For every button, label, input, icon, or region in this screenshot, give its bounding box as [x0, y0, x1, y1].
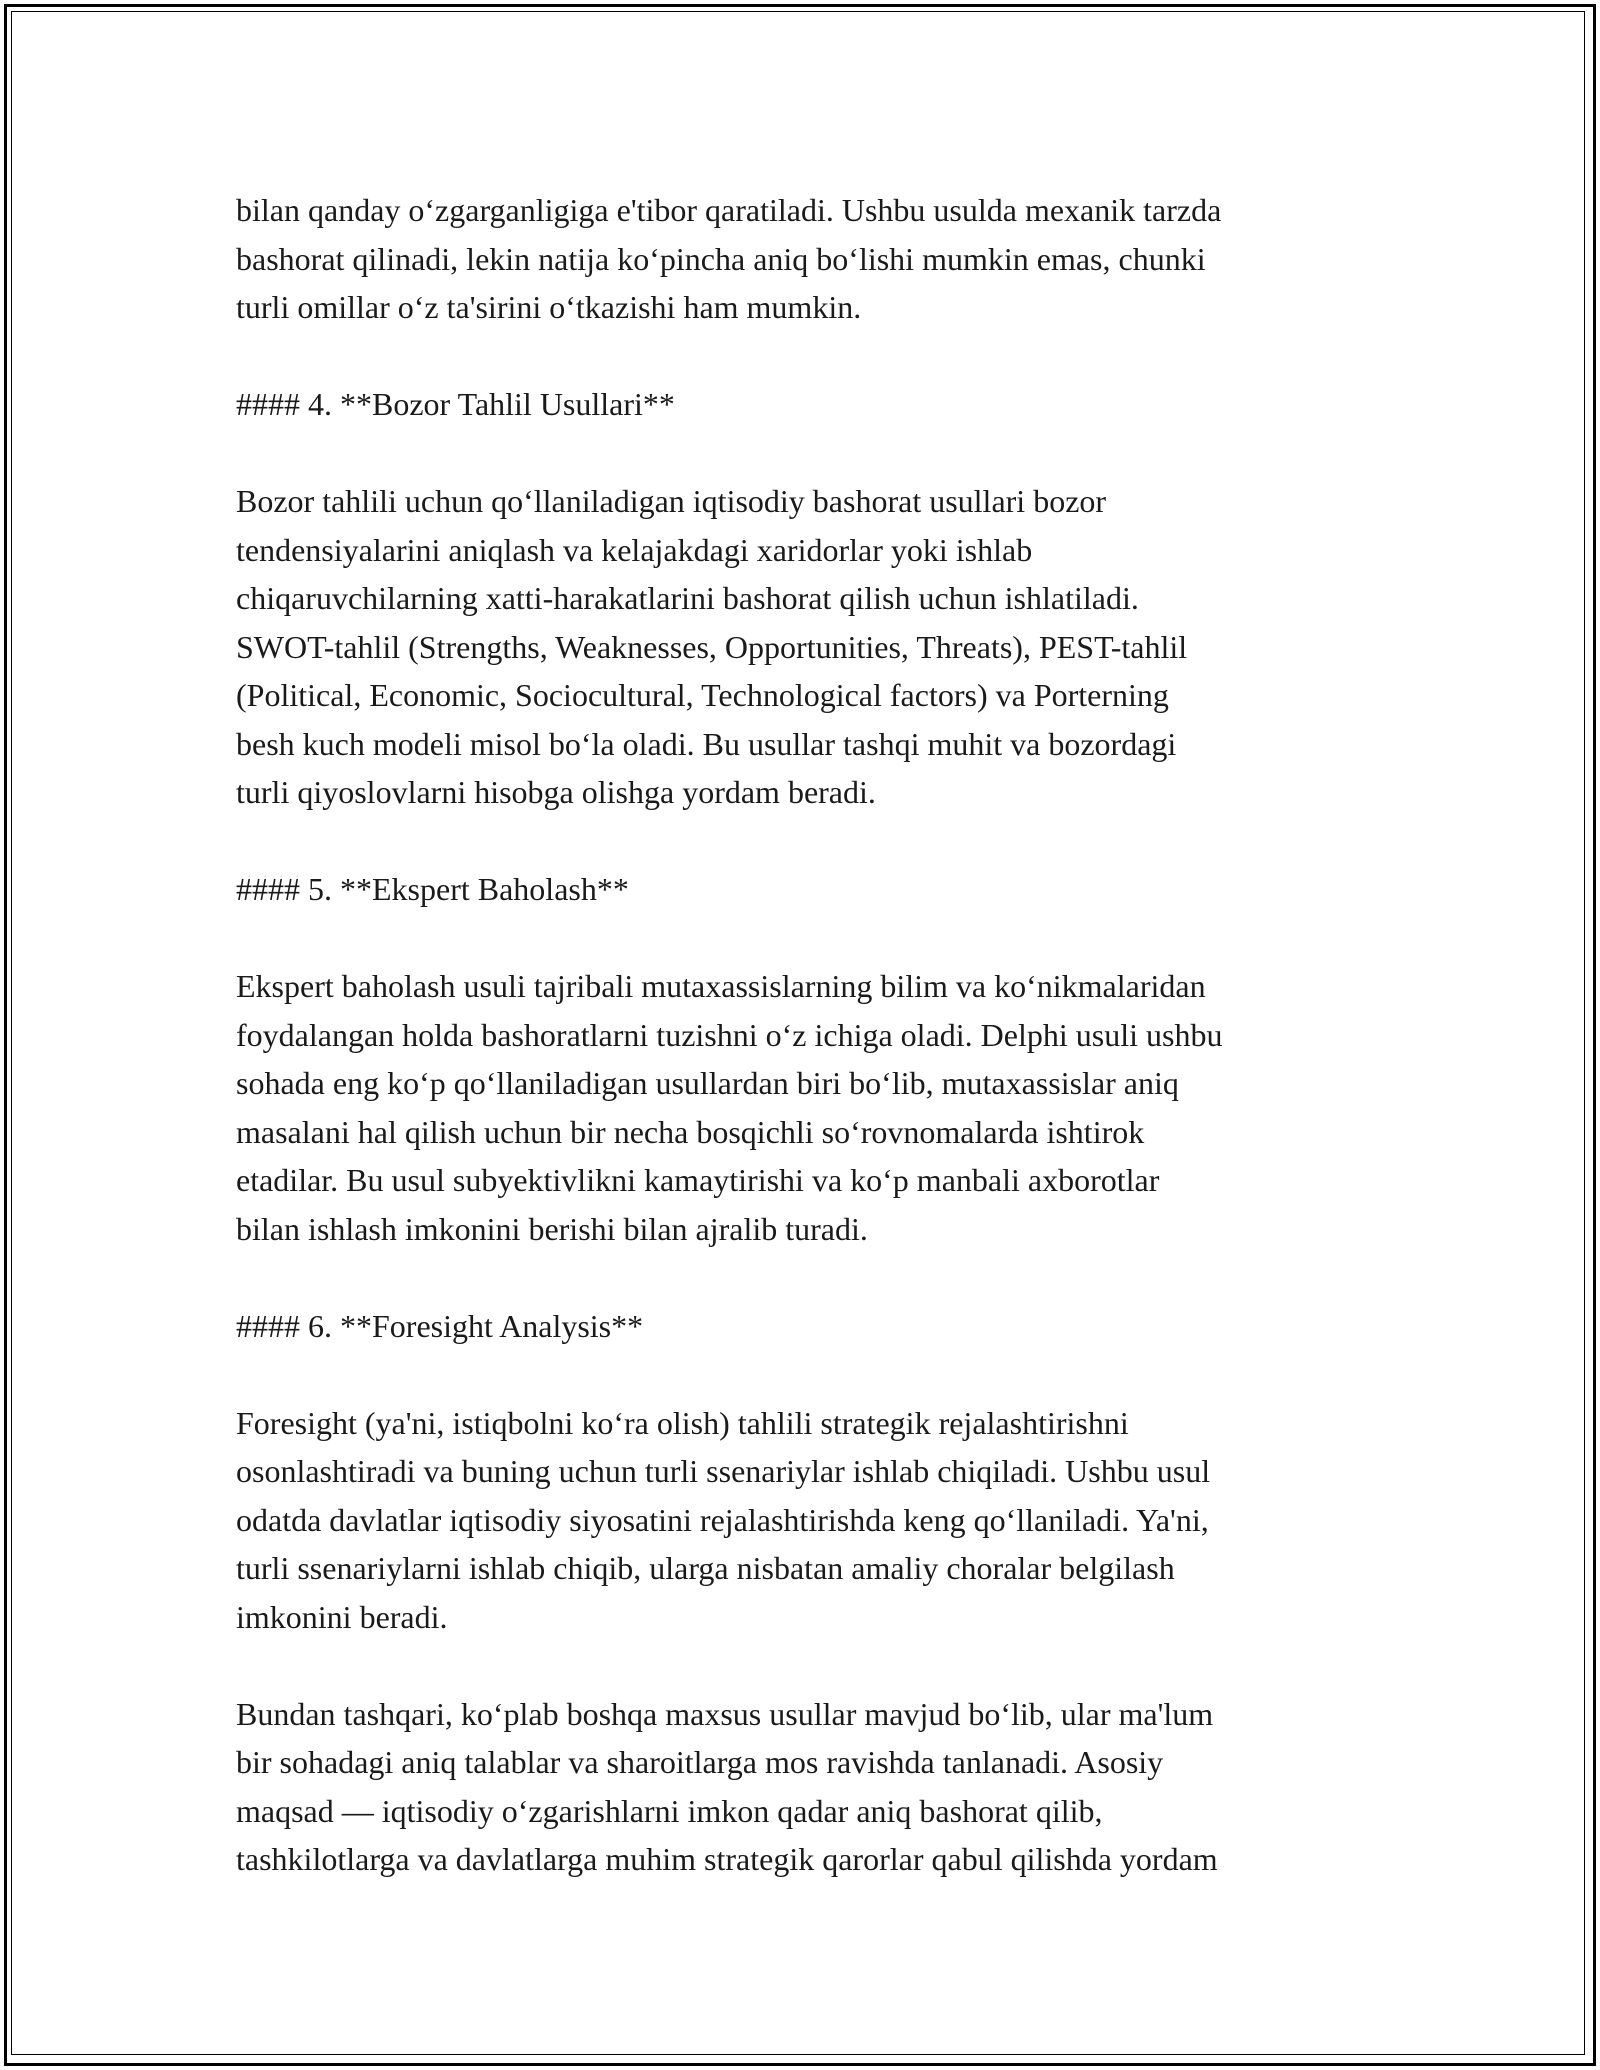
text-line: Foresight (ya'ni, istiqbolni ko‘ra olish) tahlili strategik rejalashtirishni	[236, 1404, 1129, 1441]
text-line: foydalangan holda bashoratlarni tuzishni o‘z ichiga oladi. Delphi usuli ushbu	[236, 1016, 1223, 1053]
section-heading-6	[236, 1302, 1376, 1351]
heading-text: #### 4. **Bozor Tahlil Usullari**	[236, 386, 675, 422]
text-line: SWOT-tahlil (Strengths, Weaknesses, Opportunities, Threats), PEST-tahlil	[236, 628, 1188, 665]
text-line: bir sohadagi aniq talablar va sharoitlarga mos ravishda tanlanadi. Asosiy	[236, 1744, 1164, 1780]
text-line: chiqaruvchilarning xatti-harakatlarini bashorat qilish uchun ishlatiladi.	[236, 580, 1139, 616]
text-line: osonlashtiradi va buning uchun turli ssenariylar ishlab chiqiladi. Ushbu usul	[236, 1453, 1211, 1489]
text-line: masalani hal qilish uchun bir necha bosqichli so‘rovnomalarda ishtirok	[236, 1113, 1145, 1150]
text-line: Ekspert baholash usuli tajribali mutaxassislarning bilim va ko‘nikmalaridan	[236, 968, 1206, 1004]
paragraph	[236, 477, 1376, 817]
text-line: Bozor tahlili uchun qo‘llaniladigan iqtisodiy bashorat usullari bozor	[236, 483, 1107, 519]
document-body	[236, 186, 1376, 1884]
text-line: bilan ishlash imkonini berishi bilan ajralib turadi.	[236, 1210, 868, 1247]
text-line: maqsad — iqtisodiy o‘zgarishlarni imkon qadar aniq bashorat qilib,	[236, 1792, 1103, 1829]
section-heading-5	[236, 865, 1376, 914]
paragraph	[236, 1690, 1376, 1884]
paragraph	[236, 186, 1376, 332]
text-line: (Political, Economic, Sociocultural, Technological factors) va Porterning	[236, 677, 1169, 713]
text-line: besh kuch modeli misol bo‘la oladi. Bu usullar tashqi muhit va bozordagi	[236, 725, 1177, 762]
section-heading-4	[236, 380, 1376, 429]
text-line: sohada eng ko‘p qo‘llaniladigan usullardan biri bo‘lib, mutaxassislar aniq	[236, 1065, 1179, 1101]
text-line: Bundan tashqari, ko‘plab boshqa maxsus usullar mavjud bo‘lib, ular ma'lum	[236, 1695, 1214, 1732]
paragraph	[236, 962, 1376, 1253]
text-line: turli omillar o‘z ta'sirini o‘tkazishi ham mumkin.	[236, 289, 862, 325]
heading-text: #### 5. **Ekspert Baholash**	[236, 871, 629, 907]
text-line: odatda davlatlar iqtisodiy siyosatini rejalashtirishda keng qo‘llaniladi. Ya'ni,	[236, 1501, 1209, 1538]
paragraph	[236, 1399, 1376, 1642]
text-line: bashorat qilinadi, lekin natija ko‘pincha aniq bo‘lishi mumkin emas, chunki	[236, 240, 1206, 277]
text-line: etadilar. Bu usul subyektivlikni kamaytirishi va ko‘p manbali axborotlar	[236, 1162, 1160, 1198]
text-line: bilan qanday o‘zgarganligiga e'tibor qaratiladi. Ushbu usulda mexanik tarzda	[236, 192, 1222, 228]
text-line: turli ssenariylarni ishlab chiqib, ularga nisbatan amaliy choralar belgilash	[236, 1550, 1175, 1586]
heading-text: #### 6. **Foresight Analysis**	[236, 1307, 644, 1344]
text-line: tendensiyalarini aniqlash va kelajakdagi xaridorlar yoki ishlab	[236, 531, 1033, 568]
text-line: tashkilotlarga va davlatlarga muhim strategik qarorlar qabul qilishda yordam	[236, 1841, 1218, 1877]
text-line: turli qiyoslovlarni hisobga olishga yordam beradi.	[236, 774, 876, 810]
text-line: imkonini beradi.	[236, 1598, 448, 1635]
